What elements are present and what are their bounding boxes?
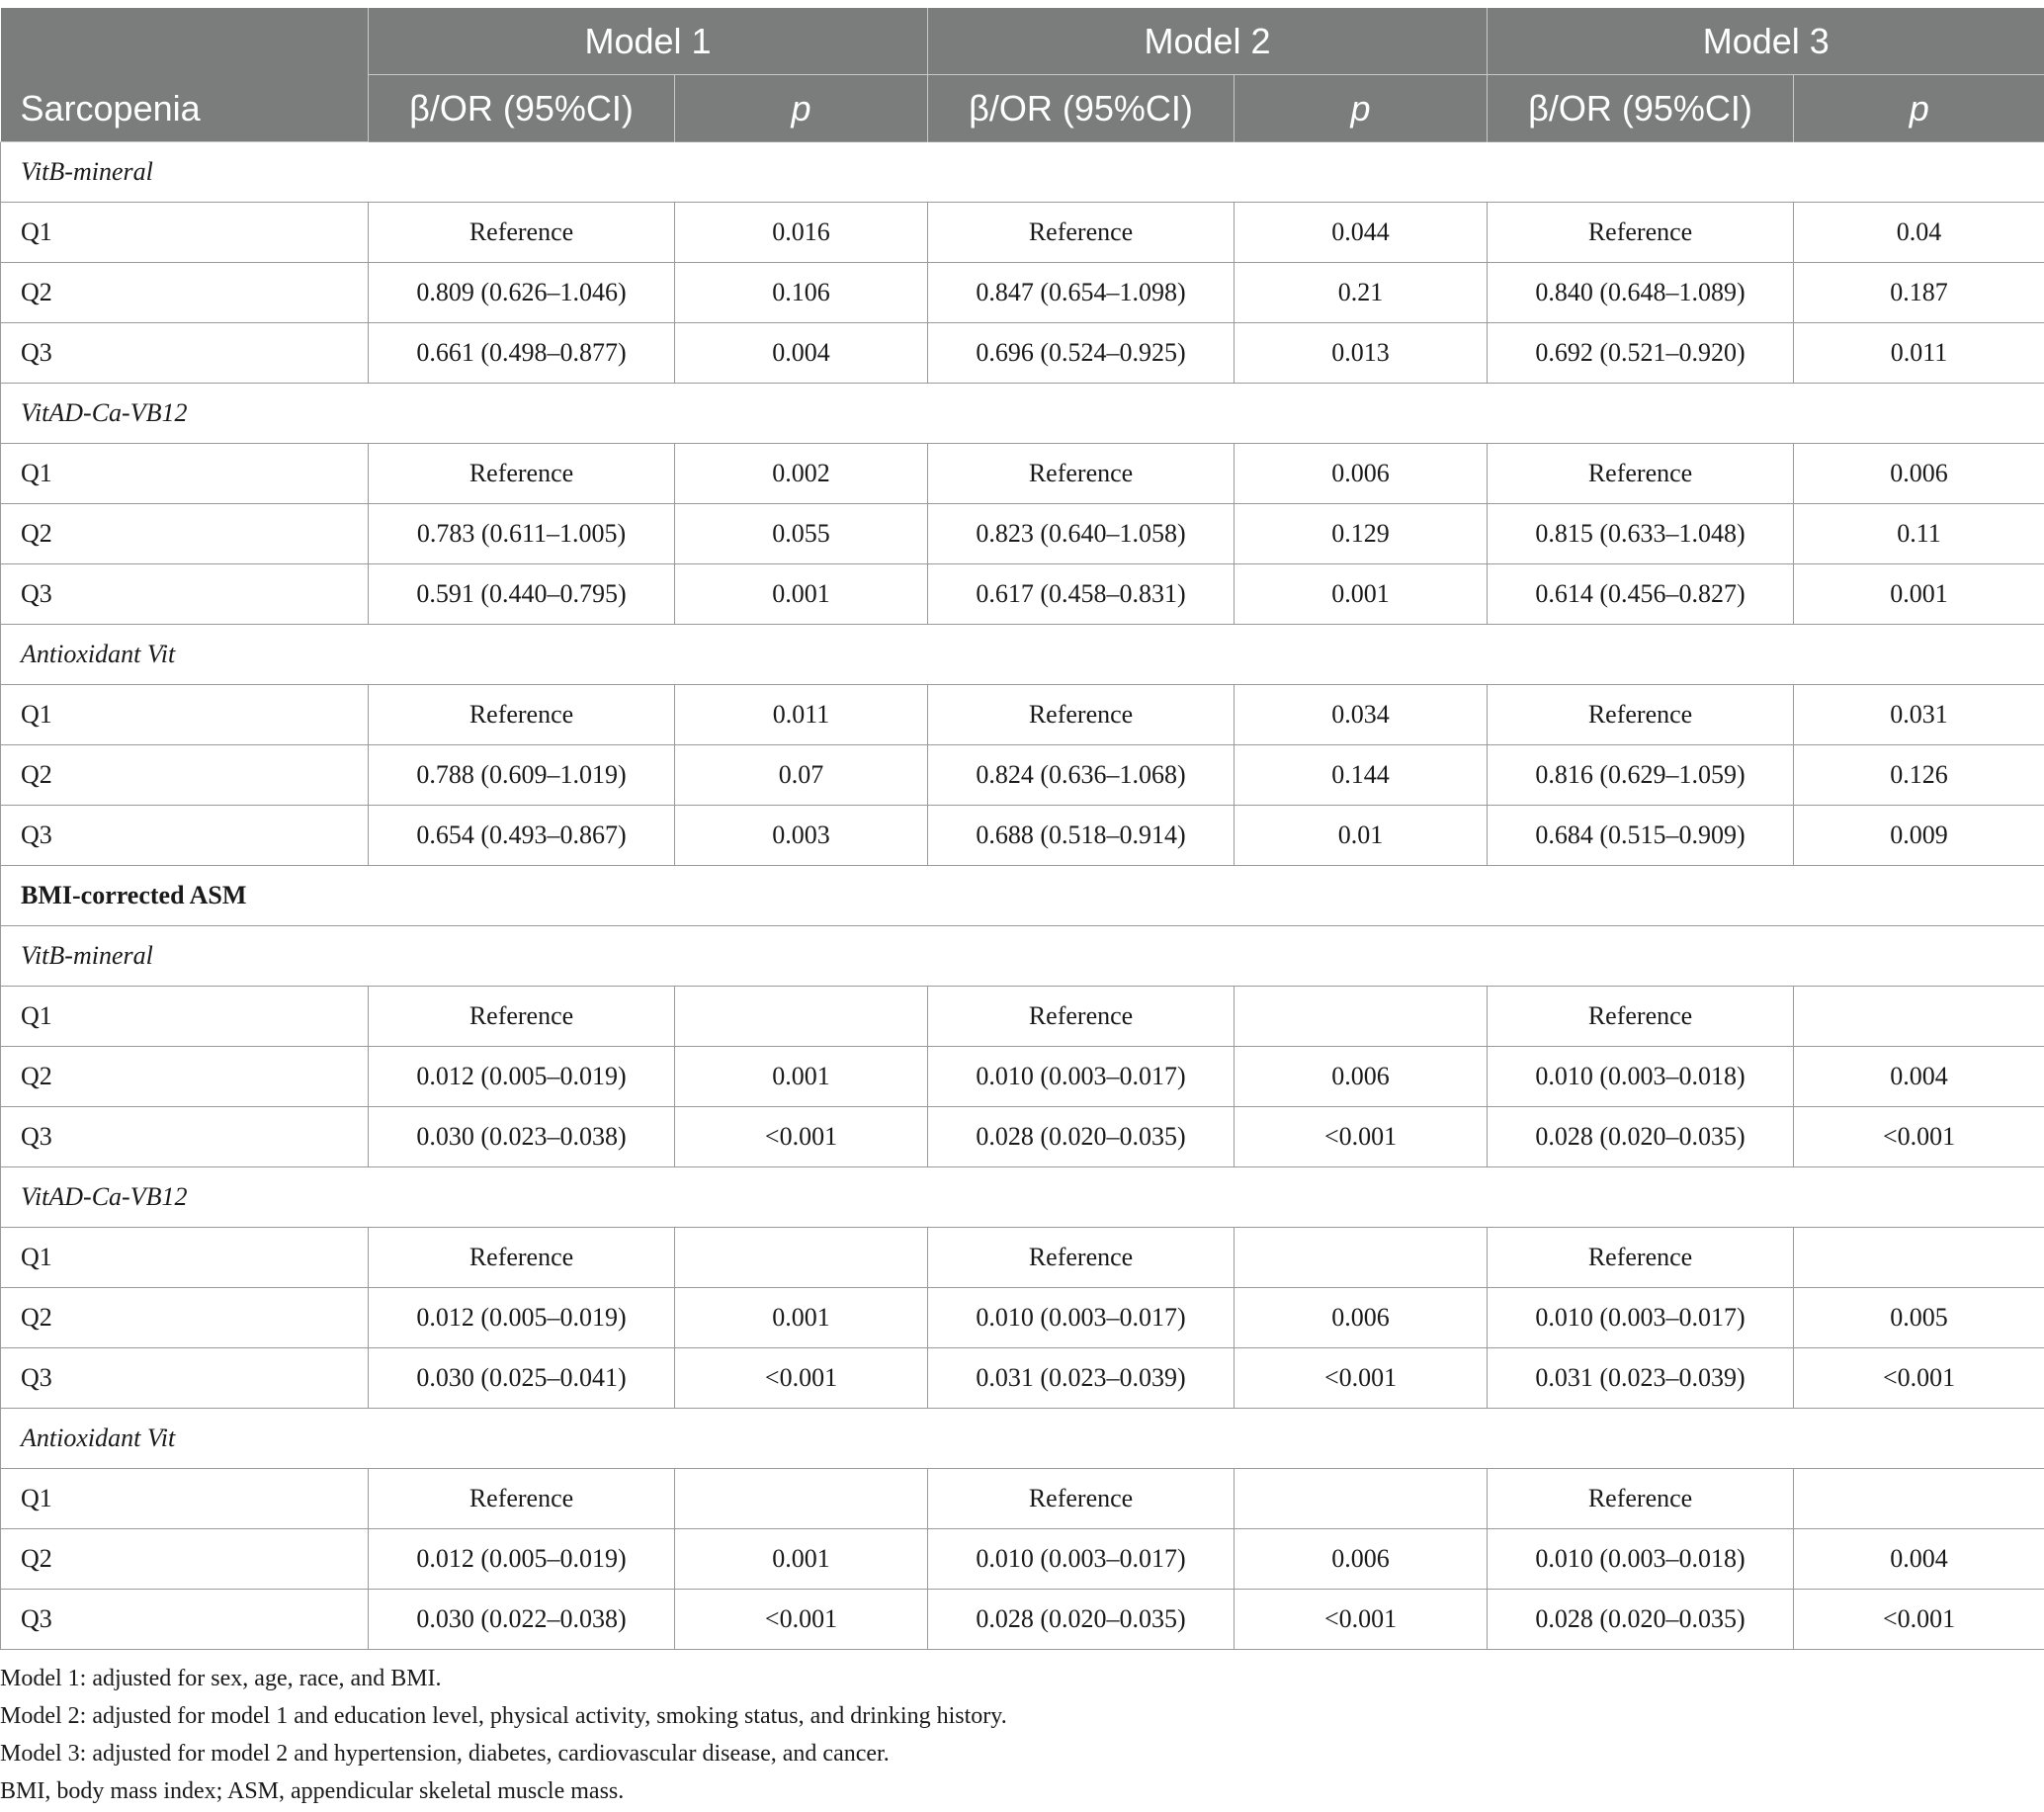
- estimate-cell: 0.028 (0.020–0.035): [1488, 1107, 1794, 1167]
- outcome-heading-row: [1, 866, 2044, 926]
- p-value-cell: [1794, 987, 2044, 1047]
- estimate-cell: Reference: [1488, 685, 1794, 745]
- p-value-cell: 0.031: [1794, 685, 2044, 745]
- section-heading-row: [1, 384, 2044, 444]
- row-label: Q2: [1, 1529, 369, 1590]
- estimate-cell: 0.010 (0.003–0.017): [928, 1529, 1235, 1590]
- table-row: [1, 203, 2044, 263]
- section-heading: VitB-mineral: [1, 142, 2044, 203]
- p-value-cell: 0.001: [1235, 564, 1488, 625]
- estimate-cell: 0.816 (0.629–1.059): [1488, 745, 1794, 806]
- estimate-cell: 0.661 (0.498–0.877): [369, 323, 675, 384]
- p-value-cell: <0.001: [1794, 1348, 2044, 1409]
- row-label: Q3: [1, 1107, 369, 1167]
- table-row: [1, 504, 2044, 564]
- estimate-cell: Reference: [928, 685, 1235, 745]
- estimate-cell: 0.012 (0.005–0.019): [369, 1047, 675, 1107]
- row-label: Q3: [1, 564, 369, 625]
- p-value-cell: 0.006: [1794, 444, 2044, 504]
- estimate-cell: Reference: [369, 1469, 675, 1529]
- section-heading-row: [1, 625, 2044, 685]
- estimate-cell: 0.840 (0.648–1.089): [1488, 263, 1794, 323]
- estimate-cell: 0.614 (0.456–0.827): [1488, 564, 1794, 625]
- estimate-cell: Reference: [369, 1228, 675, 1288]
- estimate-cell: 0.696 (0.524–0.925): [928, 323, 1235, 384]
- table-footnotes: [0, 1660, 2044, 1810]
- row-label: Q2: [1, 504, 369, 564]
- row-label: Q3: [1, 1348, 369, 1409]
- section-heading: VitB-mineral: [1, 926, 2044, 987]
- p-value-cell: 0.006: [1235, 1529, 1488, 1590]
- p-value-cell: 0.001: [675, 564, 928, 625]
- estimate-cell: Reference: [928, 1469, 1235, 1529]
- estimate-cell: 0.030 (0.022–0.038): [369, 1590, 675, 1650]
- estimate-cell: 0.010 (0.003–0.017): [1488, 1288, 1794, 1348]
- table-row: [1, 1348, 2044, 1409]
- estimate-cell: 0.824 (0.636–1.068): [928, 745, 1235, 806]
- p-value-cell: [675, 1228, 928, 1288]
- p-value-cell: 0.001: [1794, 564, 2044, 625]
- table-row: [1, 564, 2044, 625]
- p-value-cell: 0.129: [1235, 504, 1488, 564]
- row-label: Q1: [1, 1228, 369, 1288]
- p-value-cell: 0.07: [675, 745, 928, 806]
- row-label: Q1: [1, 685, 369, 745]
- estimate-cell: Reference: [1488, 1469, 1794, 1529]
- table-row: [1, 745, 2044, 806]
- estimate-cell: 0.028 (0.020–0.035): [1488, 1590, 1794, 1650]
- p-value-cell: [1794, 1228, 2044, 1288]
- estimate-cell: Reference: [369, 203, 675, 263]
- p-value-cell: 0.013: [1235, 323, 1488, 384]
- p-value-cell: [675, 987, 928, 1047]
- row-label: Q3: [1, 806, 369, 866]
- section-heading: VitAD-Ca-VB12: [1, 1167, 2044, 1228]
- table-body: [1, 142, 2044, 1650]
- p-value-cell: 0.044: [1235, 203, 1488, 263]
- estimate-cell: Reference: [1488, 444, 1794, 504]
- p-value-cell: 0.055: [675, 504, 928, 564]
- p-value-cell: 0.11: [1794, 504, 2044, 564]
- p-value-cell: 0.002: [675, 444, 928, 504]
- table-row: [1, 1469, 2044, 1529]
- estimate-cell: 0.030 (0.023–0.038): [369, 1107, 675, 1167]
- p-value-cell: 0.006: [1235, 1047, 1488, 1107]
- estimate-cell: 0.010 (0.003–0.018): [1488, 1047, 1794, 1107]
- estimate-header: β/OR (95%CI): [369, 75, 675, 142]
- estimate-cell: 0.823 (0.640–1.058): [928, 504, 1235, 564]
- table-row: [1, 263, 2044, 323]
- estimate-header: β/OR (95%CI): [928, 75, 1235, 142]
- p-value-cell: [1235, 1228, 1488, 1288]
- results-table-container: [0, 8, 2044, 1810]
- p-value-cell: 0.009: [1794, 806, 2044, 866]
- estimate-cell: 0.012 (0.005–0.019): [369, 1288, 675, 1348]
- table-row: [1, 1228, 2044, 1288]
- model-1-header: Model 1: [369, 8, 928, 75]
- outcome-heading: BMI-corrected ASM: [1, 866, 2044, 926]
- table-row: [1, 806, 2044, 866]
- footnote-abbreviations: BMI, body mass index; ASM, appendicular skeletal muscle mass.: [0, 1778, 625, 1804]
- p-value-cell: 0.006: [1235, 1288, 1488, 1348]
- estimate-cell: 0.010 (0.003–0.017): [928, 1047, 1235, 1107]
- estimate-cell: Reference: [1488, 1228, 1794, 1288]
- p-value-cell: <0.001: [1235, 1348, 1488, 1409]
- estimate-cell: 0.617 (0.458–0.831): [928, 564, 1235, 625]
- table-header: [1, 8, 2044, 142]
- estimate-cell: 0.684 (0.515–0.909): [1488, 806, 1794, 866]
- footnote-model-2: Model 2: adjusted for model 1 and education level, physical activity, smoking status, and drinking history.: [0, 1703, 1007, 1729]
- p-value-cell: <0.001: [1794, 1590, 2044, 1650]
- p-value-cell: 0.034: [1235, 685, 1488, 745]
- table-row: [1, 1529, 2044, 1590]
- row-label: Q3: [1, 323, 369, 384]
- section-heading: Antioxidant Vit: [1, 625, 2044, 685]
- table-row: [1, 1047, 2044, 1107]
- estimate-cell: 0.847 (0.654–1.098): [928, 263, 1235, 323]
- estimate-cell: 0.815 (0.633–1.048): [1488, 504, 1794, 564]
- section-heading-row: [1, 1409, 2044, 1469]
- model-3-header: Model 3: [1488, 8, 2044, 75]
- estimate-cell: 0.010 (0.003–0.017): [928, 1288, 1235, 1348]
- p-value-cell: 0.001: [675, 1529, 928, 1590]
- section-heading: VitAD-Ca-VB12: [1, 384, 2044, 444]
- table-row: [1, 1107, 2044, 1167]
- section-heading-row: [1, 142, 2044, 203]
- p-value-cell: <0.001: [1235, 1107, 1488, 1167]
- p-value-cell: [1235, 1469, 1488, 1529]
- p-value-cell: <0.001: [675, 1348, 928, 1409]
- estimate-cell: 0.788 (0.609–1.019): [369, 745, 675, 806]
- estimate-header: β/OR (95%CI): [1488, 75, 1794, 142]
- p-value-cell: 0.003: [675, 806, 928, 866]
- footnote-model-3: Model 3: adjusted for model 2 and hypertension, diabetes, cardiovascular disease, and cancer.: [0, 1741, 890, 1767]
- p-value-cell: 0.106: [675, 263, 928, 323]
- estimate-cell: Reference: [928, 203, 1235, 263]
- p-value-cell: <0.001: [675, 1590, 928, 1650]
- p-value-cell: 0.006: [1235, 444, 1488, 504]
- estimate-cell: Reference: [928, 987, 1235, 1047]
- estimate-cell: Reference: [1488, 987, 1794, 1047]
- row-label: Q2: [1, 745, 369, 806]
- p-value-cell: 0.04: [1794, 203, 2044, 263]
- estimate-cell: Reference: [928, 1228, 1235, 1288]
- header-row-models: [1, 8, 2044, 75]
- estimate-cell: 0.783 (0.611–1.005): [369, 504, 675, 564]
- row-label: Q1: [1, 987, 369, 1047]
- estimate-cell: 0.031 (0.023–0.039): [1488, 1348, 1794, 1409]
- row-label: Q1: [1, 1469, 369, 1529]
- row-label: Q2: [1, 263, 369, 323]
- row-label: Q1: [1, 203, 369, 263]
- estimate-cell: 0.028 (0.020–0.035): [928, 1107, 1235, 1167]
- row-label: Q1: [1, 444, 369, 504]
- table-row: [1, 1590, 2044, 1650]
- estimate-cell: 0.809 (0.626–1.046): [369, 263, 675, 323]
- estimate-cell: 0.012 (0.005–0.019): [369, 1529, 675, 1590]
- p-value-header: p: [675, 75, 928, 142]
- p-value-cell: 0.126: [1794, 745, 2044, 806]
- p-value-cell: 0.187: [1794, 263, 2044, 323]
- p-value-cell: 0.001: [675, 1047, 928, 1107]
- p-value-cell: 0.004: [675, 323, 928, 384]
- p-value-cell: 0.001: [675, 1288, 928, 1348]
- table-row: [1, 685, 2044, 745]
- estimate-cell: 0.030 (0.025–0.041): [369, 1348, 675, 1409]
- estimate-cell: 0.010 (0.003–0.018): [1488, 1529, 1794, 1590]
- footnote-model-1: Model 1: adjusted for sex, age, race, and BMI.: [0, 1666, 442, 1691]
- section-heading-row: [1, 1167, 2044, 1228]
- row-label: Q3: [1, 1590, 369, 1650]
- estimate-cell: 0.654 (0.493–0.867): [369, 806, 675, 866]
- estimate-cell: 0.591 (0.440–0.795): [369, 564, 675, 625]
- p-value-cell: 0.21: [1235, 263, 1488, 323]
- p-value-cell: 0.01: [1235, 806, 1488, 866]
- p-value-cell: <0.001: [1235, 1590, 1488, 1650]
- p-value-cell: 0.004: [1794, 1529, 2044, 1590]
- section-heading-row: [1, 926, 2044, 987]
- p-value-cell: 0.004: [1794, 1047, 2044, 1107]
- estimate-cell: 0.688 (0.518–0.914): [928, 806, 1235, 866]
- p-value-cell: 0.144: [1235, 745, 1488, 806]
- p-value-cell: [1235, 987, 1488, 1047]
- model-2-header: Model 2: [928, 8, 1488, 75]
- p-value-cell: 0.011: [675, 685, 928, 745]
- estimate-cell: Reference: [1488, 203, 1794, 263]
- row-label: Q2: [1, 1288, 369, 1348]
- p-value-cell: [675, 1469, 928, 1529]
- results-table: [0, 8, 2044, 1650]
- p-value-cell: 0.011: [1794, 323, 2044, 384]
- table-row: [1, 444, 2044, 504]
- p-value-cell: <0.001: [675, 1107, 928, 1167]
- estimate-cell: 0.031 (0.023–0.039): [928, 1348, 1235, 1409]
- corner-header: Sarcopenia: [1, 8, 369, 142]
- estimate-cell: Reference: [369, 987, 675, 1047]
- estimate-cell: Reference: [369, 685, 675, 745]
- estimate-cell: Reference: [928, 444, 1235, 504]
- table-row: [1, 987, 2044, 1047]
- p-value-header: p: [1794, 75, 2044, 142]
- estimate-cell: Reference: [369, 444, 675, 504]
- section-heading: Antioxidant Vit: [1, 1409, 2044, 1469]
- row-label: Q2: [1, 1047, 369, 1107]
- table-row: [1, 1288, 2044, 1348]
- table-row: [1, 323, 2044, 384]
- estimate-cell: 0.028 (0.020–0.035): [928, 1590, 1235, 1650]
- p-value-cell: <0.001: [1794, 1107, 2044, 1167]
- estimate-cell: 0.692 (0.521–0.920): [1488, 323, 1794, 384]
- p-value-header: p: [1235, 75, 1488, 142]
- p-value-cell: [1794, 1469, 2044, 1529]
- p-value-cell: 0.005: [1794, 1288, 2044, 1348]
- p-value-cell: 0.016: [675, 203, 928, 263]
